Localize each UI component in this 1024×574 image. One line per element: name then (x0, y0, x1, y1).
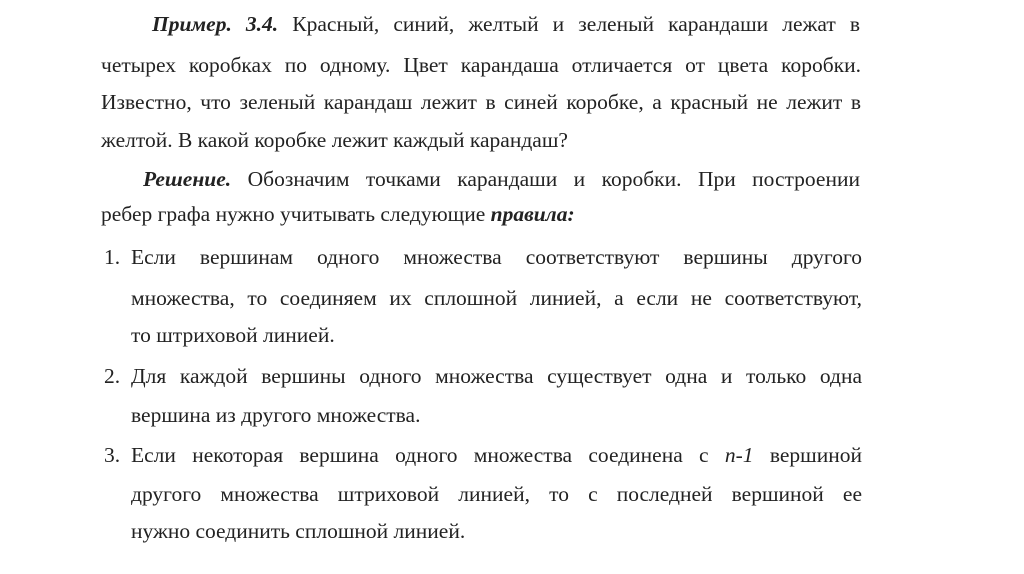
rule-1-number: 1. (104, 245, 121, 269)
rule-3-text-1b: вершиной (769, 443, 863, 467)
rule-3-number: 3. (104, 443, 121, 467)
rule-3-formula: n-1 (724, 443, 754, 467)
rule-3-text-1: Если некоторая вершина одного множества соединена с (131, 443, 709, 467)
rule-1-line-3: то штриховой линией. (131, 323, 335, 347)
solution-text-1: Обозначим точками карандаши и коробки. При построении (247, 167, 860, 191)
solution-label: Решение. (143, 167, 232, 191)
example-text-1: Красный, синий, желтый и зеленый карандаши лежат в (292, 12, 860, 36)
solution-line-1 (143, 166, 860, 192)
rule-1-line-1: Если вершинам одного множества соответствуют вершины другого (131, 245, 862, 269)
rule-2-number: 2. (104, 364, 121, 388)
rule-3-line-2: другого множества штриховой линией, то с последней вершиной ее (131, 482, 862, 506)
example-line-1 (152, 11, 860, 37)
example-line-3: Известно, что зеленый карандаш лежит в синей коробке, а красный не лежит в (101, 90, 861, 114)
rule-2-line-2: вершина из другого множества. (131, 403, 421, 427)
example-line-4: желтой. В какой коробке лежит каждый карандаш? (101, 128, 568, 152)
example-label: Пример. (152, 12, 232, 36)
rule-3-line-3: нужно соединить сплошной линией. (131, 519, 466, 543)
rules-word: правила: (490, 202, 575, 226)
example-number: 3.4. (245, 12, 279, 36)
example-line-2: четырех коробках по одному. Цвет карандаша отличается от цвета коробки. (101, 53, 861, 77)
solution-text-2: ребер графа нужно учитывать следующие (101, 202, 486, 226)
rule-3-line-1 (131, 442, 862, 468)
rule-1-line-2: множества, то соединяем их сплошной линией, а если не соответствуют, (131, 286, 862, 310)
solution-line-2 (101, 201, 861, 227)
rule-2-line-1: Для каждой вершины одного множества существует одна и только одна (131, 364, 862, 388)
